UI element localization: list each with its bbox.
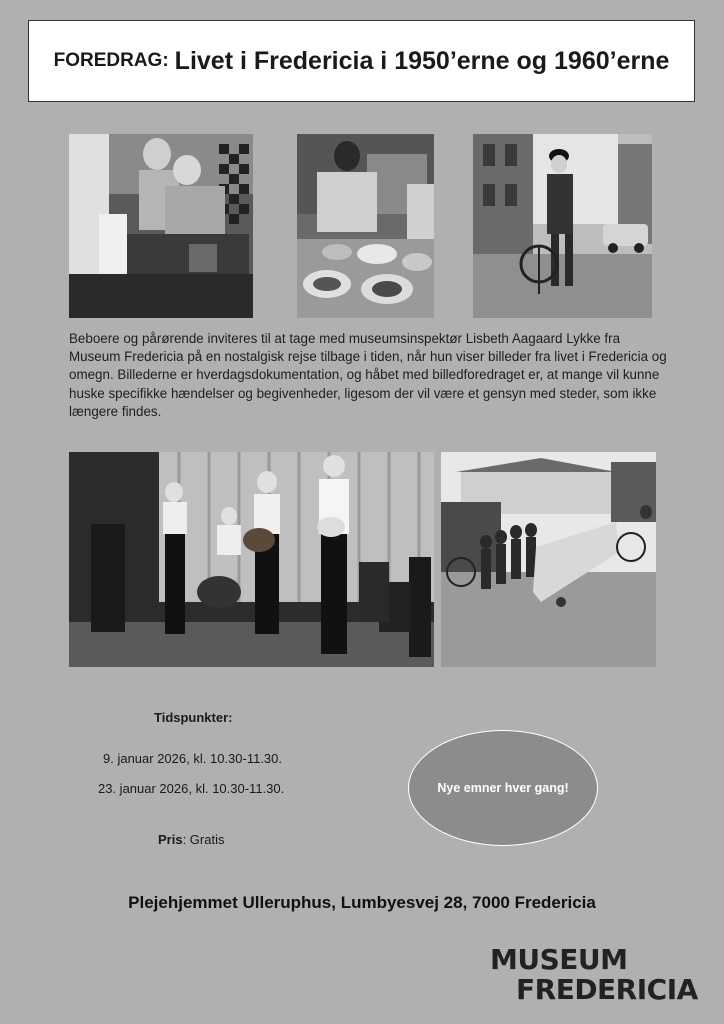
schedule-date-2: 23. januar 2026, kl. 10.30-11.30. bbox=[98, 781, 285, 796]
band-stage-photo bbox=[69, 452, 434, 667]
new-topics-badge bbox=[408, 730, 598, 846]
policeman-street-photo bbox=[473, 134, 652, 318]
intro-text: Beboere og pårørende inviteres til at tage med museumsinspektør Lisbeth Aagaard Lykke fra Museum Fredericia på en nostalgisk rejse tilbage i tiden, når hun viser billeder fra livet i Fredericia og omegn. Billederne er hverdagsdokumentation, og håbet med billedforedraget er, at mange vil kunne huske specifikke hændelser og begivenheder, ligesom der vil være et gensyn med steder, som ikke længere findes. bbox=[69, 331, 667, 419]
museum-logo bbox=[490, 945, 698, 1005]
badge-text: Nye emner hver gang! bbox=[437, 781, 569, 795]
children-parade-photo bbox=[441, 452, 656, 667]
schedule-title: Tidspunkter: bbox=[154, 710, 233, 725]
venue-address: Plejehjemmet Ulleruphus, Lumbyesvej 28, 7000 Fredericia bbox=[128, 893, 596, 912]
schedule-date-1: 9. januar 2026, kl. 10.30-11.30. bbox=[103, 751, 282, 766]
title-prefix: FOREDRAG: bbox=[53, 50, 169, 71]
price-value: : Gratis bbox=[182, 832, 225, 847]
price bbox=[158, 832, 224, 847]
title-box bbox=[28, 20, 695, 102]
silverware-photo bbox=[297, 134, 434, 318]
price-label: Pris bbox=[158, 832, 183, 847]
logo-line-2: FREDERICIA bbox=[516, 973, 698, 1006]
logo-line-1: MUSEUM bbox=[490, 943, 628, 976]
workshop-photo bbox=[69, 134, 253, 318]
page-title: Livet i Fredericia i 1950’erne og 1960’erne bbox=[174, 46, 670, 75]
